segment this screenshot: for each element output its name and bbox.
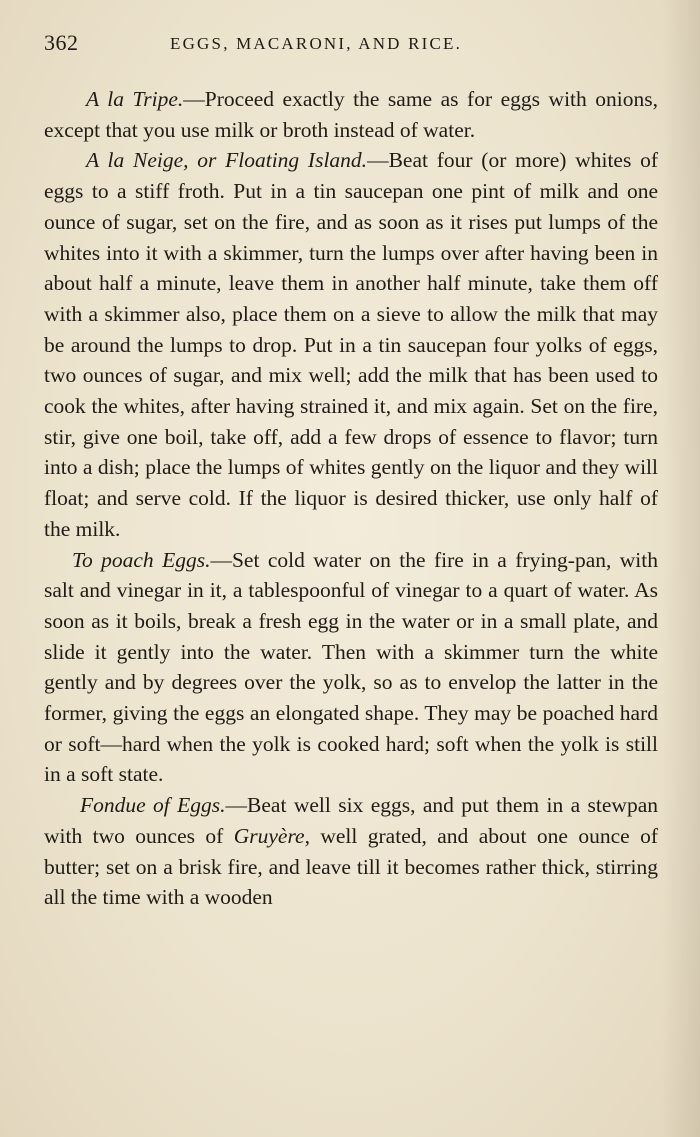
- recipe-text-fondue-cheese: Gruyère: [233, 823, 305, 848]
- recipe-text-poach-eggs: —Set cold water on the fire in a frying-pan, with salt and vinegar in it, a tablespoonful of vinegar to a quart of water. As soon as it boils, break a fresh egg in the water or in a small plate, and slide it gently into the water. Then with a skimmer turn the white gently and by degrees over the yolk, so as to envelop the latter in the former, giving the eggs an elongated shape. They may be poached hard or soft—hard when the yolk is cooked hard; soft when the yolk is still in a soft state.: [44, 547, 658, 787]
- recipe-text-fondue-part2: , well grated, and about one ounce of butter; set on a brisk fire, and leave till it becomes rather thick, stirring all the time with a wooden: [44, 823, 658, 910]
- recipe-heading-tripe: A la Tripe.: [86, 87, 184, 111]
- recipe-heading-poach-eggs: To poach Eggs.: [72, 547, 211, 572]
- page-header: [40, 30, 660, 60]
- recipe-paragraph-fondue: [44, 790, 658, 913]
- recipe-text-tripe: —Proceed exactly the same as for eggs with onions, except that you use milk or broth instead of water.: [44, 87, 658, 142]
- recipe-text-fondue-part1: —Beat well six eggs, and put them in a stewpan with two ounces of: [44, 793, 659, 848]
- recipe-heading-floating-island: A la Neige, or Floating Island.: [86, 148, 368, 173]
- page-body: [44, 84, 658, 913]
- recipe-heading-fondue: Fondue of Eggs.: [80, 793, 226, 818]
- recipe-text-floating-island: —Beat four (or more) whites of eggs to a stiff froth. Put in a tin saucepan one pint of milk and one ounce of sugar, set on the fire, and as soon as it rises put lumps of the whites into it with a skimmer, turn the lumps over after having been in about half a minute, leave them in another half minute, take them off with a skimmer also, place them on a sieve to allow the milk that may be around the lumps to drop. Put in a tin saucepan four yolks of eggs, two ounces of sugar, and mix well; add the milk that has been used to cook the whites, after having strained it, and mix again. Set on the fire, stir, give one boil, take off, add a few drops of essence to flavor; turn into a dish; place the lumps of whites gently on the liquor and they will float; and serve cold. If the liquor is desired thicker, use only half of the milk.: [44, 148, 658, 541]
- recipe-paragraph-floating-island: [44, 145, 658, 544]
- recipe-paragraph-tripe: [44, 84, 658, 145]
- page-number: 362: [44, 30, 79, 55]
- recipe-paragraph-poach-eggs: [44, 545, 658, 791]
- running-head: EGGS, MACARONI, AND RICE.: [170, 34, 463, 53]
- page-edge-shadow: [662, 0, 700, 1137]
